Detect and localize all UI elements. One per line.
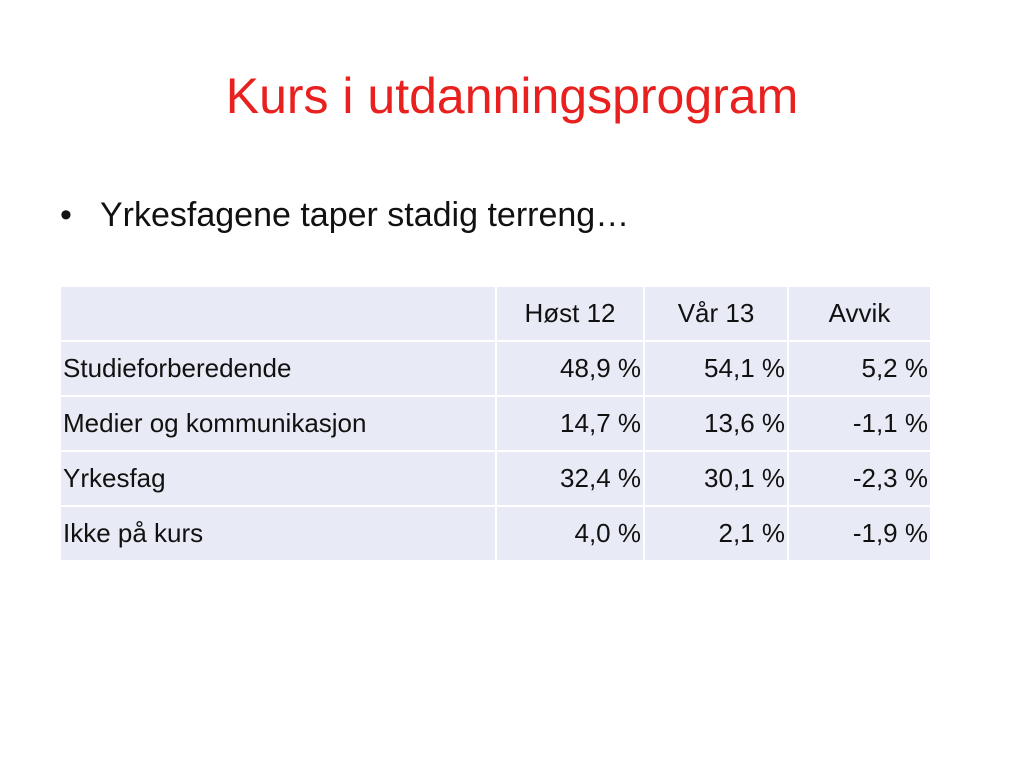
data-table <box>61 287 930 560</box>
row-label: Ikke på kurs <box>61 506 496 560</box>
table-header-host-12: Høst 12 <box>496 287 644 341</box>
row-label: Medier og kommunikasjon <box>61 396 496 451</box>
table-header-row <box>61 287 930 341</box>
cell-var-13: 54,1 % <box>644 341 788 396</box>
cell-host-12: 4,0 % <box>496 506 644 560</box>
table-header-var-13: Vår 13 <box>644 287 788 341</box>
cell-host-12: 14,7 % <box>496 396 644 451</box>
cell-avvik: -1,9 % <box>788 506 930 560</box>
cell-var-13: 30,1 % <box>644 451 788 506</box>
cell-host-12: 48,9 % <box>496 341 644 396</box>
bullet-text: Yrkesfagene taper stadig terreng… <box>100 195 630 234</box>
cell-avvik: 5,2 % <box>788 341 930 396</box>
cell-var-13: 13,6 % <box>644 396 788 451</box>
table-header-label <box>61 287 496 341</box>
table-row <box>61 506 930 560</box>
cell-var-13: 2,1 % <box>644 506 788 560</box>
table-row <box>61 451 930 506</box>
cell-avvik: -2,3 % <box>788 451 930 506</box>
row-label: Yrkesfag <box>61 451 496 506</box>
slide-title: Kurs i utdanningsprogram <box>225 68 799 124</box>
cell-host-12: 32,4 % <box>496 451 644 506</box>
bullet-icon: • <box>60 195 72 234</box>
row-label: Studieforberedende <box>61 341 496 396</box>
table-row <box>61 341 930 396</box>
cell-avvik: -1,1 % <box>788 396 930 451</box>
table-row <box>61 396 930 451</box>
table-header-avvik: Avvik <box>788 287 930 341</box>
bullet-point <box>60 190 629 240</box>
